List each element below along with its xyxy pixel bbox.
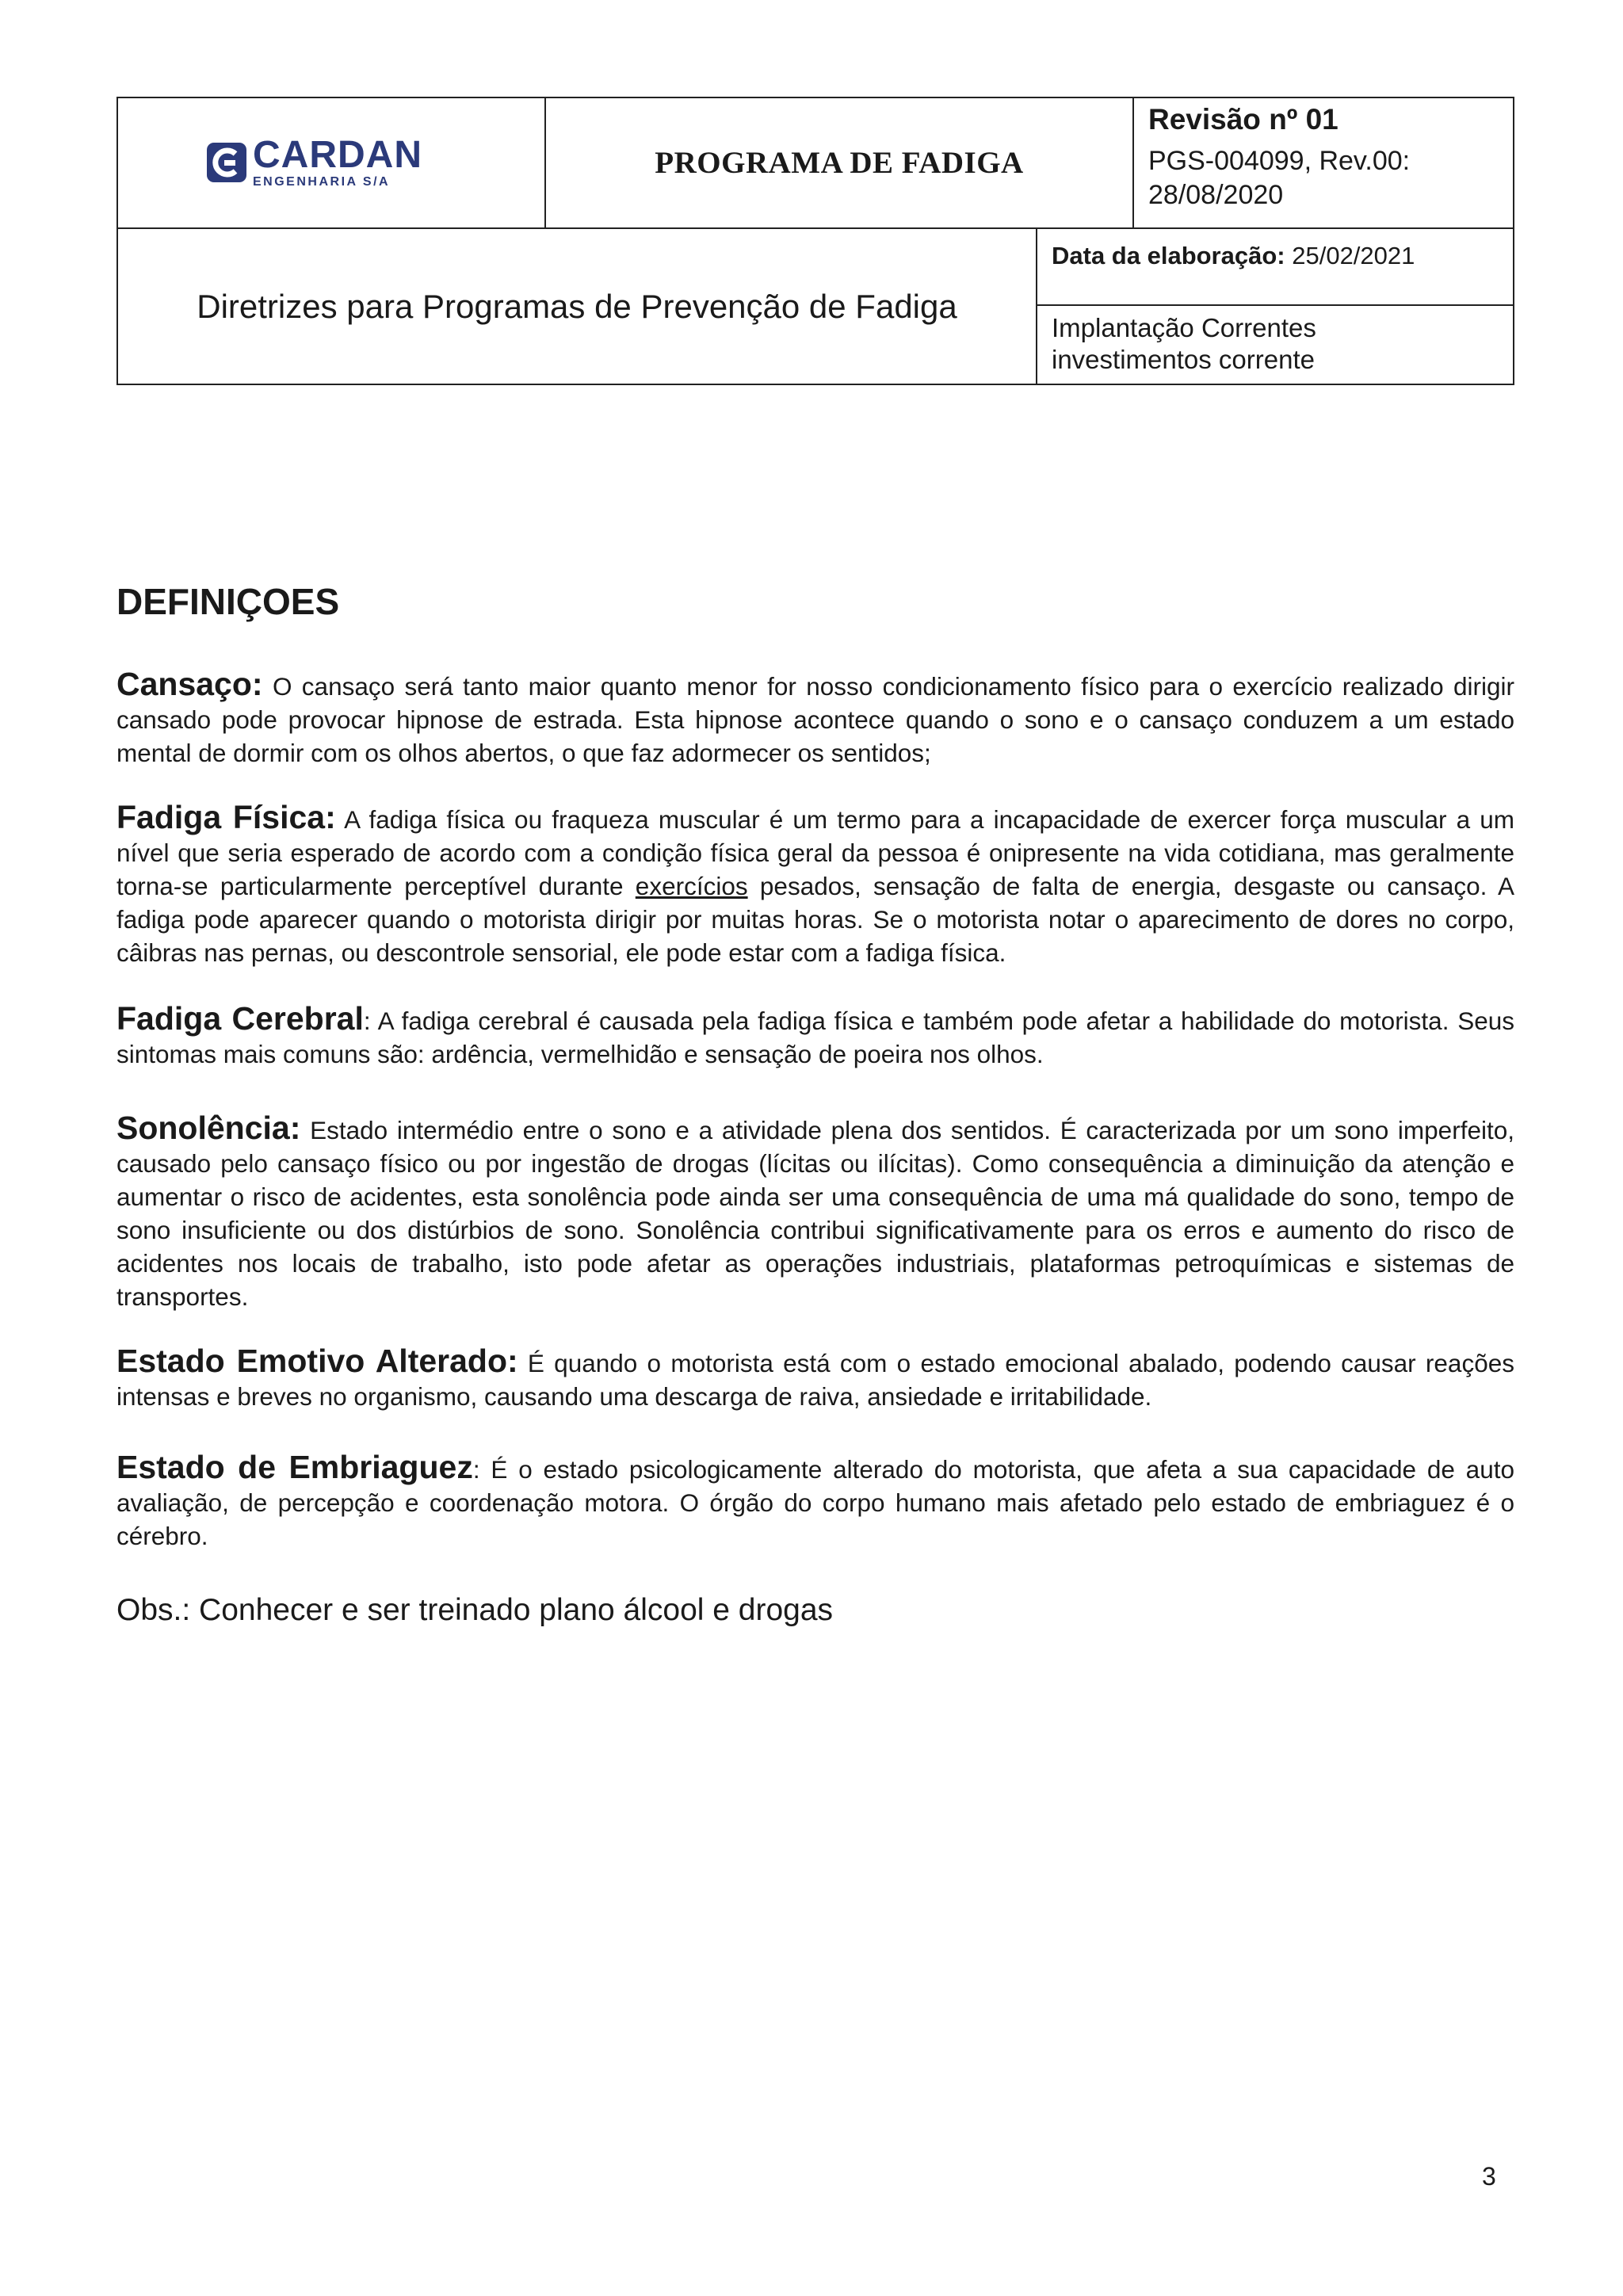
logo-cell [118, 98, 546, 227]
definition-sonolencia [116, 1111, 1514, 1313]
definition-term: Fadiga Cerebral [116, 1000, 364, 1037]
document-header-table [116, 97, 1514, 385]
definition-cansaco [116, 667, 1514, 770]
logo-subtitle: ENGENHARIA S/A [253, 175, 391, 189]
definition-text: É quando o motorista está com o estado emocional abalado, podendo causar reações intensas e breves no organismo, causando uma descarga de raiva, ansiedade e irritabilidade. [116, 1349, 1514, 1411]
definition-fadiga-cerebral [116, 1002, 1514, 1071]
revision-cell [1134, 98, 1513, 227]
exercicios-link[interactable]: exercícios [635, 872, 748, 900]
header-row-bottom [118, 229, 1513, 384]
title-cell [546, 98, 1134, 227]
header-row-top [118, 98, 1513, 229]
document-date: 28/08/2020 [1148, 180, 1284, 210]
definition-text: A fadiga física ou fraqueza muscular é um termo para a incapacidade de exercer força muscular a um nível que seria esperado de acordo com a condição física geral da pessoa é onipresente na vida cotidiana, mas geralmente torna-se particularmente perceptível durante [116, 805, 1515, 900]
document-title: PROGRAMA DE FADIGA [655, 146, 1024, 180]
document-subtitle: Diretrizes para Programas de Prevenção de Fadiga [197, 287, 957, 325]
elaboration-cell [1037, 229, 1513, 306]
definition-text: : É o estado psicologicamente alterado do motorista, que afeta a sua capacidade de auto avaliação, de percepção e coordenação motora. O órgão do corpo humano mais afetado pelo estado de embriaguez é o cérebro. [116, 1455, 1514, 1550]
definition-text: Estado intermédio entre o sono e a atividade plena dos sentidos. É caracterizada por um sono imperfeito, causado pelo cansaço físico ou por ingestão de drogas (lícitas ou ilícitas). Como consequência a diminuição da atenção e aumentar o risco de acidentes, esta sonolência pode ainda ser uma consequência de uma má qualidade do sono, tempo de sono insuficiente ou dos distúrbios de sono. Sonolência contribui significativamente para os erros e aumento do risco de acidentes nos locais de trabalho, isto pode afetar as operações industriais, plataformas petroquímicas e sistemas de transportes. [116, 1116, 1514, 1311]
definition-term: Estado de Embriaguez [116, 1449, 473, 1485]
cardan-logo-icon [205, 141, 248, 184]
company-logo [205, 136, 422, 189]
definition-term: Fadiga Física: [116, 799, 336, 835]
section-title: DEFINIÇOES [116, 581, 340, 622]
page-number: 3 [1482, 2162, 1496, 2191]
definition-text: pesados, sensação de falta de energia, desgaste ou cansaço. A fadiga pode aparecer quando o motorista dirigir por muitas horas. Se o motorista notar o aparecimento de dores no corpo, câibras nas pernas, ou descontrole sensorial, ele pode estar com a fadiga física. [116, 872, 1514, 967]
definition-fadiga-fisica [116, 800, 1514, 969]
subtitle-cell [118, 229, 1037, 384]
elaboration-label: Data da elaboração: [1052, 242, 1285, 269]
document-code: PGS-004099, Rev.00: [1148, 146, 1411, 176]
definition-term: Estado Emotivo Alterado: [116, 1343, 518, 1379]
definition-estado-emotivo [116, 1344, 1514, 1413]
observation-note: Obs.: Conhecer e ser treinado plano álcool e drogas [116, 1593, 834, 1627]
logo-name: CARDAN [253, 134, 422, 176]
definition-embriaguez [116, 1450, 1514, 1553]
revision-label: Revisão nº 01 [1148, 103, 1338, 136]
definition-term: Sonolência: [116, 1110, 301, 1146]
implantation-line-2: investimentos corrente [1052, 345, 1315, 374]
implantation-cell [1037, 306, 1513, 384]
definition-text: O cansaço será tanto maior quanto menor for nosso condicionamento físico para o exercício realizado dirigir cansado pode provocar hipnose de estrada. Esta hipnose acontece quando o sono e o cansaço conduzem a um estado mental de dormir com os olhos abertos, o que faz adormecer os sentidos; [116, 672, 1514, 767]
elaboration-date: 25/02/2021 [1292, 242, 1415, 269]
implantation-line-1: Implantação Correntes [1052, 313, 1316, 342]
definition-text: : A fadiga cerebral é causada pela fadiga física e também pode afetar a habilidade do motorista. Seus sintomas mais comuns são: ardência, vermelhidão e sensação de poeira nos olhos. [116, 1007, 1514, 1068]
definition-term: Cansaço: [116, 666, 263, 702]
